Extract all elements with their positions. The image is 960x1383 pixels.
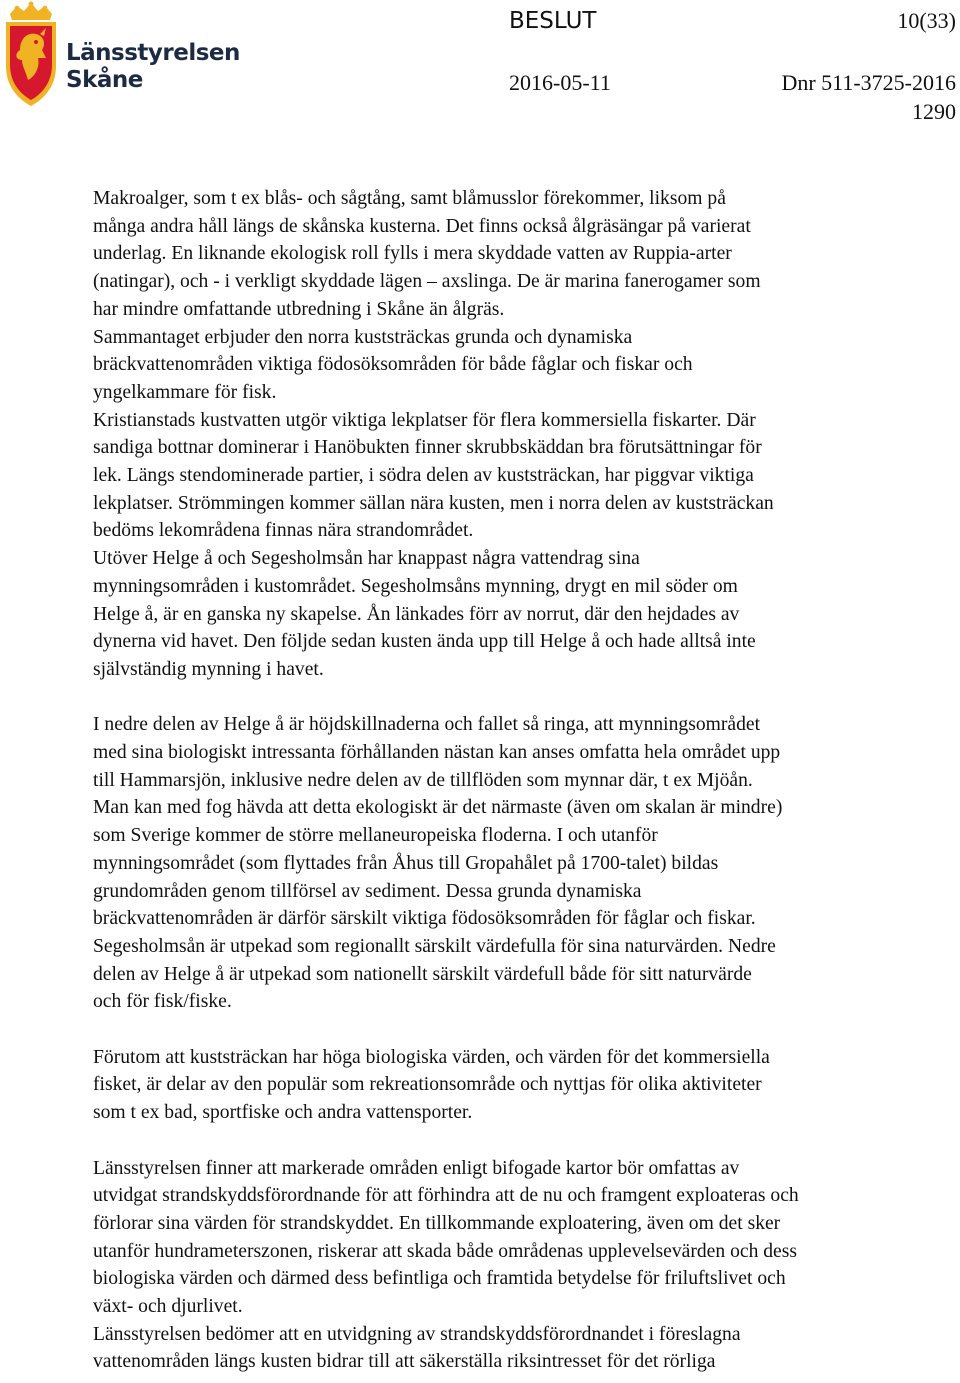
body-text-line: mynningsområdet (som flyttades från Åhus till Gropahålet på 1700-talet) bildas xyxy=(93,852,719,874)
body-text-line: grundområden genom tillförsel av sediment. Dessa grunda dynamiska xyxy=(93,880,642,902)
body-text-line: växt- och djurlivet. xyxy=(93,1296,243,1318)
body-text-line: förlorar sina värden för strandskyddet. En tillkommande exploatering, även om det sker xyxy=(93,1212,781,1234)
body-text-line: dynerna vid havet. Den följde sedan kusten ända upp till Helge å och hade alltså inte xyxy=(93,631,756,653)
body-text-line: sandiga bottnar dominerar i Hanöbukten finner skrubbskäddan bra förutsättningar för xyxy=(93,437,762,459)
body-text-line: Helge å, är en ganska ny skapelse. Ån länkades förr av norrut, där den hejdades av xyxy=(93,603,740,625)
body-text-line: med sina biologiskt intressanta förhållanden nästan kan anses omfatta hela området upp xyxy=(93,742,781,764)
body-text-line: yngelkammare för fisk. xyxy=(93,381,277,403)
body-text-line: mynningsområden i kustområdet. Segesholmsåns mynning, drygt en mil söder om xyxy=(93,575,738,597)
coat-of-arms-icon xyxy=(6,2,56,107)
paragraph-gap xyxy=(93,1127,943,1155)
body-text-line: Sammantaget erbjuder den norra kuststräckas grunda och dynamiska xyxy=(93,326,633,348)
diary-number: Dnr 511-3725-2016 xyxy=(781,70,956,95)
paragraph-gap xyxy=(93,1016,943,1044)
body-text-line: Kristianstads kustvatten utgör viktiga lekplatser för flera kommersiella fiskarter. Där xyxy=(93,409,756,431)
body-text-line: I nedre delen av Helge å är höjdskillnaderna och fallet så ringa, att mynningsområdet xyxy=(93,714,761,736)
body-text-line: många andra håll längs de skånska kusterna. Det finns också ålgräsängar på varierat xyxy=(93,215,751,237)
body-text-line: vattenområden längs kusten bidrar till att säkerställa riksintresset för det rörliga xyxy=(93,1351,716,1373)
body-text-line: till Hammarsjön, inklusive nedre delen av de tillflöden som mynnar där, t ex Mjöån. xyxy=(93,769,753,791)
body-text-line: Länsstyrelsen finner att markerade områden enligt bifogade kartor bör omfattas av xyxy=(93,1157,740,1179)
body-text-line: utanför hundrameterszonen, riskerar att skada både områdenas upplevelsevärden och dess xyxy=(93,1240,798,1262)
body-text-line: Utöver Helge å och Segesholmsån har knappast några vattendrag sina xyxy=(93,548,640,570)
organization-region: Skåne xyxy=(66,67,143,93)
document-date: 2016-05-11 xyxy=(509,70,611,95)
body-text-line: bedöms lekområdena finnas nära strandområdet. xyxy=(93,520,474,542)
body-text-line: Segesholmsån är utpekad som regionallt särskilt värdefulla för sina naturvärden. Nedre xyxy=(93,935,776,957)
body-text-line: Länsstyrelsen bedömer att en utvidgning av strandskyddsförordnandet i föreslagna xyxy=(93,1323,741,1345)
body-text-line: underlag. En liknande ekologisk roll fylls i mera skyddade vatten av Ruppia-arter xyxy=(93,243,732,265)
body-text-line: Makroalger, som t ex blås- och sågtång, samt blåmusslor förekommer, liksom på xyxy=(93,188,726,209)
document-body xyxy=(93,185,943,1376)
body-text-line: har mindre omfattande utbredning i Skåne än ålgräs. xyxy=(93,298,505,320)
body-text-line: självständig mynning i havet. xyxy=(93,658,324,680)
paragraph-gap xyxy=(93,684,943,712)
body-text-line: Man kan med fog hävda att detta ekologiskt är det närmaste (även om skalan är mindre) xyxy=(93,797,783,819)
body-text-line: delen av Helge å är utpekad som nationellt särskilt värdefull både för sitt naturvärde xyxy=(93,963,752,985)
body-text-line: (natingar), och - i verkligt skyddade lägen – axslinga. De är marina fanerogamer som xyxy=(93,271,761,293)
body-text-line: lek. Längs stendominerade partier, i södra delen av kuststräckan, har piggvar viktiga xyxy=(93,465,754,487)
body-text-line: fisket, är delar av den populär som rekreationsområde och nyttjas för olika aktiviteter xyxy=(93,1074,762,1096)
body-text-line: utvidgat strandskyddsförordnande för att förhindra att de nu och framgent exploateras och xyxy=(93,1185,799,1207)
body-text-line: bräckvattenområden är därför särskilt viktiga födosöksområden för fåglar och fiskar. xyxy=(93,908,756,930)
body-text-line: som Sverige kommer de större mellaneuropeiska floderna. I och utanför xyxy=(93,825,658,847)
body-text-line: Förutom att kuststräckan har höga biologiska värden, och värden för det kommersiella xyxy=(93,1046,770,1068)
body-text-line: bräckvattenområden viktiga födosöksområden för både fåglar och fiskar och xyxy=(93,354,693,376)
body-text-line: biologiska värden och därmed dess befintliga och framtida betydelse för friluftslivet och xyxy=(93,1268,786,1290)
page-number: 10(33) xyxy=(897,8,956,33)
diary-number-suffix: 1290 xyxy=(912,99,956,124)
document-type: BESLUT xyxy=(509,8,597,34)
body-text-line: lekplatser. Strömmingen kommer sällan nära kusten, men i norra delen av kuststräckan xyxy=(93,492,774,514)
body-text-line: och för fisk/fiske. xyxy=(93,991,232,1013)
body-text-line: som t ex bad, sportfiske och andra vattensporter. xyxy=(93,1102,473,1124)
organization-name: Länsstyrelsen xyxy=(66,40,240,66)
